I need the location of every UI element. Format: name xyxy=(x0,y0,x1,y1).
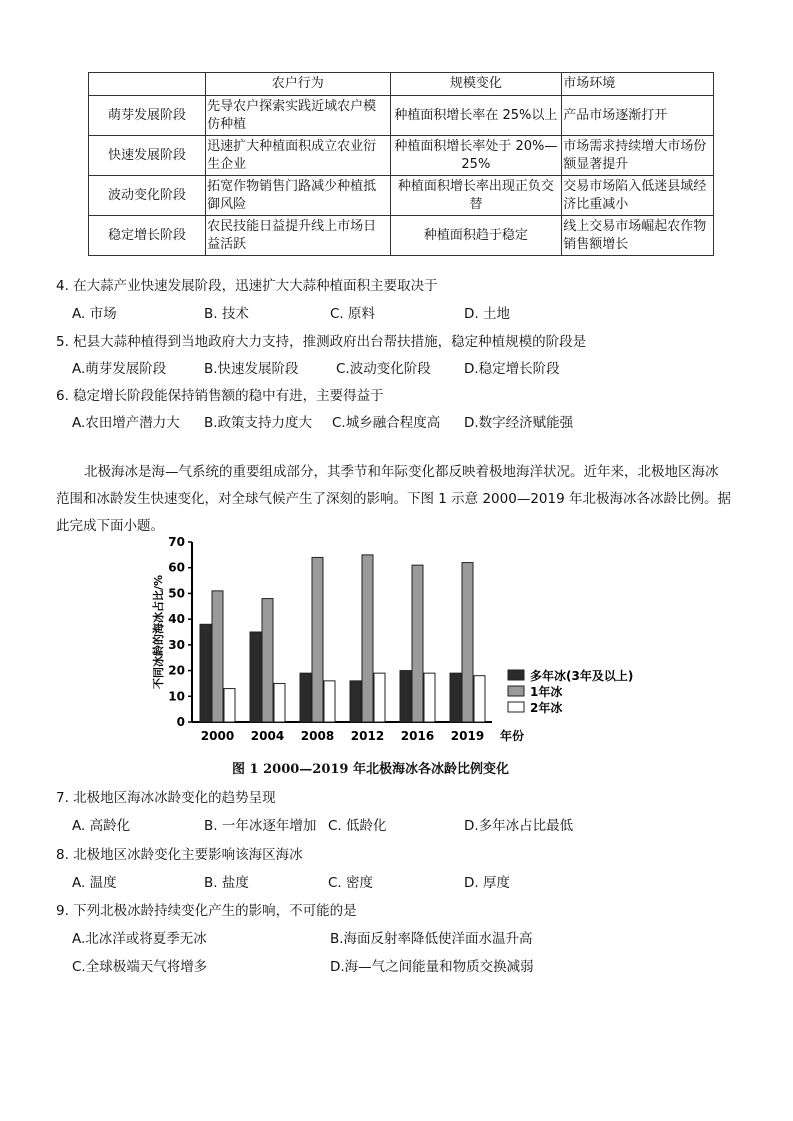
x-tick-label: 2016 xyxy=(400,729,435,743)
table-row xyxy=(89,136,714,176)
y-tick-label: 20 xyxy=(168,663,185,678)
legend-label: 多年冰(3年及以上) xyxy=(530,669,634,683)
y-tick-label: 50 xyxy=(168,586,185,601)
behavior-cell: 先导农户探索实践近域农户模仿种植 xyxy=(206,96,390,136)
option-a: A.农田增产潜力大 xyxy=(72,415,180,431)
x-tick-label: 2012 xyxy=(350,729,385,743)
question-6-stem: 6. 稳定增长阶段能保持销售额的稳中有进，主要得益于 xyxy=(56,388,384,404)
option-b: B. 盐度 xyxy=(204,875,249,891)
passage xyxy=(56,458,746,540)
option-d: D.稳定增长阶段 xyxy=(464,361,560,377)
x-tick-label: 2008 xyxy=(300,729,335,743)
y-tick-label: 10 xyxy=(168,689,185,704)
table-header-cell xyxy=(89,73,206,96)
y-tick-label: 40 xyxy=(168,612,185,627)
market-cell: 交易市场陷入低迷县域经济比重减小 xyxy=(562,176,714,216)
y-tick-label: 60 xyxy=(168,560,185,575)
bar xyxy=(374,673,385,722)
y-tick-label: 70 xyxy=(168,535,185,549)
x-axis-label: 年份 xyxy=(500,729,525,743)
question-8-stem: 8. 北极地区冰龄变化主要影响该海区海冰 xyxy=(56,847,303,863)
option-c: C. 低龄化 xyxy=(328,818,387,834)
ice-age-bar-chart xyxy=(150,530,650,755)
bar xyxy=(324,681,335,722)
question-5-stem: 5. 杞县大蒜种植得到当地政府大力支持，推测政府出台帮扶措施，稳定种植规模的阶段是 xyxy=(56,334,587,350)
option-c: C.全球极端天气将增多 xyxy=(72,959,208,975)
stage-table xyxy=(88,72,714,256)
bar xyxy=(200,624,211,722)
bar xyxy=(462,563,473,722)
option-d: D. 厚度 xyxy=(464,875,510,891)
scale-cell: 种植面积增长率在 25%以上 xyxy=(390,96,562,136)
y-tick-label: 30 xyxy=(168,637,185,652)
bar xyxy=(262,599,273,722)
table-header-cell: 规模变化 xyxy=(390,73,562,96)
bar xyxy=(300,673,311,722)
option-d: D.多年冰占比最低 xyxy=(464,818,574,834)
bar xyxy=(274,683,285,722)
bar xyxy=(424,673,435,722)
legend-swatch xyxy=(508,670,524,680)
question-7-stem: 7. 北极地区海冰冰龄变化的趋势呈现 xyxy=(56,790,276,806)
table-row xyxy=(89,176,714,216)
option-d: D.海—气之间能量和物质交换减弱 xyxy=(330,959,534,975)
behavior-cell: 拓宽作物销售门路减少种植抵御风险 xyxy=(206,176,390,216)
question-9-stem: 9. 下列北极冰龄持续变化产生的影响，不可能的是 xyxy=(56,903,357,919)
y-axis-label: 不同冰龄的海冰占比/% xyxy=(152,574,165,690)
passage-line: 范围和冰龄发生快速变化，对全球气候产生了深刻的影响。下图 1 示意 2000—2019 年北极海冰各冰龄比例。据 xyxy=(56,491,731,507)
behavior-cell: 迅速扩大种植面积成立农业衍生企业 xyxy=(206,136,390,176)
option-c: C.城乡融合程度高 xyxy=(332,415,441,431)
option-d: D.数字经济赋能强 xyxy=(464,415,574,431)
stage-cell: 稳定增长阶段 xyxy=(89,216,206,256)
passage-line: 北极海冰是海—气系统的重要组成部分，其季节和年际变化都反映着极地海洋状况。近年来，北极地区海冰 xyxy=(84,464,719,480)
stage-cell: 波动变化阶段 xyxy=(89,176,206,216)
stage-cell: 快速发展阶段 xyxy=(89,136,206,176)
stage-cell: 萌芽发展阶段 xyxy=(89,96,206,136)
option-b: B.快速发展阶段 xyxy=(204,361,299,377)
bar xyxy=(250,632,261,722)
bar xyxy=(312,557,323,722)
option-d: D. 土地 xyxy=(464,306,510,322)
option-c: C. 原料 xyxy=(330,306,376,322)
x-tick-label: 2000 xyxy=(200,729,235,743)
table-header-row xyxy=(89,73,714,96)
legend-label: 1年冰 xyxy=(530,685,563,699)
x-tick-label: 2004 xyxy=(250,729,285,743)
market-cell: 市场需求持续增大市场份额显著提升 xyxy=(562,136,714,176)
figure-caption: 图 1 2000—2019 年北极海冰各冰龄比例变化 xyxy=(232,762,509,777)
option-c: C.波动变化阶段 xyxy=(336,361,431,377)
option-a: A.萌芽发展阶段 xyxy=(72,361,167,377)
scale-cell: 种植面积增长率处于 20%—25% xyxy=(390,136,562,176)
x-tick-label: 2019 xyxy=(450,729,485,743)
table-row xyxy=(89,96,714,136)
legend-label: 2年冰 xyxy=(530,701,563,715)
bar xyxy=(474,676,485,722)
passage-line: 此完成下面小题。 xyxy=(56,518,164,534)
bar xyxy=(224,689,235,722)
option-b: B.政策支持力度大 xyxy=(204,415,313,431)
bar xyxy=(362,555,373,722)
market-cell: 线上交易市场崛起农作物销售额增长 xyxy=(562,216,714,256)
option-a: A. 温度 xyxy=(72,875,117,891)
legend-swatch xyxy=(508,686,524,696)
option-b: B. 一年冰逐年增加 xyxy=(204,818,317,834)
market-cell: 产品市场逐渐打开 xyxy=(562,96,714,136)
bar xyxy=(450,673,461,722)
bar xyxy=(400,671,411,722)
table-header-cell: 农户行为 xyxy=(206,73,390,96)
table-header-cell: 市场环境 xyxy=(562,73,714,96)
option-a: A. 市场 xyxy=(72,306,117,322)
bar xyxy=(412,565,423,722)
y-tick-label: 0 xyxy=(176,715,185,729)
legend-swatch xyxy=(508,702,524,712)
option-b: B.海面反射率降低使洋面水温升高 xyxy=(330,931,533,947)
behavior-cell: 农民技能日益提升线上市场日益活跃 xyxy=(206,216,390,256)
option-a: A. 高龄化 xyxy=(72,818,131,834)
bar xyxy=(212,591,223,722)
option-b: B. 技术 xyxy=(204,306,249,322)
question-4-stem: 4. 在大蒜产业快速发展阶段，迅速扩大大蒜种植面积主要取决于 xyxy=(56,278,438,294)
option-a: A.北冰洋或将夏季无冰 xyxy=(72,931,207,947)
scale-cell: 种植面积增长率出现正负交替 xyxy=(390,176,562,216)
table-row xyxy=(89,216,714,256)
option-c: C. 密度 xyxy=(328,875,374,891)
scale-cell: 种植面积趋于稳定 xyxy=(390,216,562,256)
bar xyxy=(350,681,361,722)
